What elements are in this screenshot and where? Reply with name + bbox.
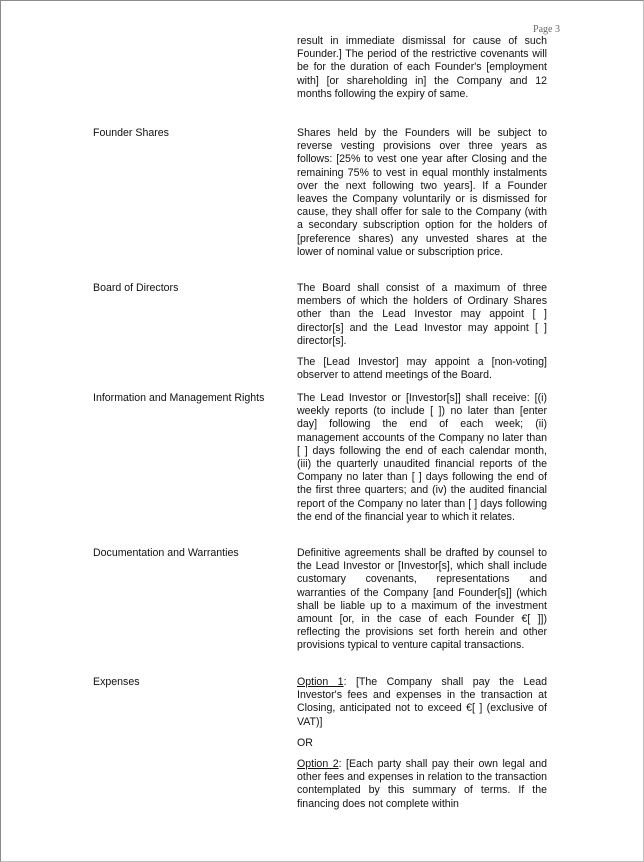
option-1-text: : [The Company shall pay the Lead Investor's fees and expenses in the transaction at Closing, anticipated not to exceed €[ ] (exclusive of VAT)]: [297, 676, 547, 728]
paragraph: Shares held by the Founders will be subject to reverse vesting provisions over three years as follows: [25% to vest one year after Closing and the remaining 75% to vest in equal monthly instalments over the next following two years]. If a Founder leaves the Company voluntarily or is dismissed for cause, they shall offer for sale to the Company (with a secondary subscription option for the holders of [preference shares) any unvested shares at the lower of nominal value or subscription price.: [297, 127, 547, 258]
paragraph: The Lead Investor or [Investor[s]] shall receive: [(i) weekly reports (to include [ ]) no later than [enter day] following the end of each week; (ii) management accounts of the Company no later than [ ] days following the end of each calendar month, (iii) the quarterly unaudited financial reports of the Company no later than [ ] days following the end of the first three quarters; and (iv) the audited financial report of the Company no later than [ ] days following the end of the financial year to which it relates.: [297, 392, 547, 523]
or-separator: OR: [297, 736, 313, 749]
section-label: Expenses: [93, 676, 140, 688]
section-label: Documentation and Warranties: [93, 547, 239, 559]
option-2-text: : [Each party shall pay their own legal and other fees and expenses in relation to the transaction contemplated by this summary of terms. If the financing does not complete within: [297, 758, 547, 810]
paragraph: result in immediate dismissal for cause of such Founder.] The period of the restrictive covenants will be for the duration of each Founder's [employment with] [or shareholding in] the Company and 12 months following the expiry of same.: [297, 35, 547, 100]
section-label: Founder Shares: [93, 127, 169, 139]
paragraph: The Board shall consist of a maximum of three members of which the holders of Ordinary Shares other than the Lead Investor may appoint [ ] director[s] and the Lead Investor may appoint [ ] director[s].: [297, 282, 547, 347]
paragraph: Definitive agreements shall be drafted by counsel to the Lead Investor or [Investor[s], which shall include customary covenants, representations and warranties of the Company [and Founder[s]] (which shall be liable up to a maximum of the investment amount [or, in the case of each Founder €[ ]]) reflecting the provisions set forth herein and other provisions typical to venture capital transactions.: [297, 547, 547, 652]
section-label: Board of Directors: [93, 282, 179, 294]
paragraph: The [Lead Investor] may appoint a [non-voting] observer to attend meetings of the Board.: [297, 356, 547, 382]
section-body: [297, 392, 547, 532]
page-number: Page 3: [533, 24, 560, 35]
option-1-paragraph: [297, 676, 547, 729]
option-2-paragraph: [297, 758, 547, 811]
section-body: [297, 127, 547, 267]
option-1-label: Option 1: [297, 676, 344, 688]
section-body: [297, 676, 547, 819]
option-2-label: Option 2: [297, 758, 339, 771]
section-label: Information and Management Rights: [93, 392, 265, 404]
section-body: [297, 35, 547, 109]
section-body: [297, 282, 547, 390]
section-body: [297, 547, 547, 661]
